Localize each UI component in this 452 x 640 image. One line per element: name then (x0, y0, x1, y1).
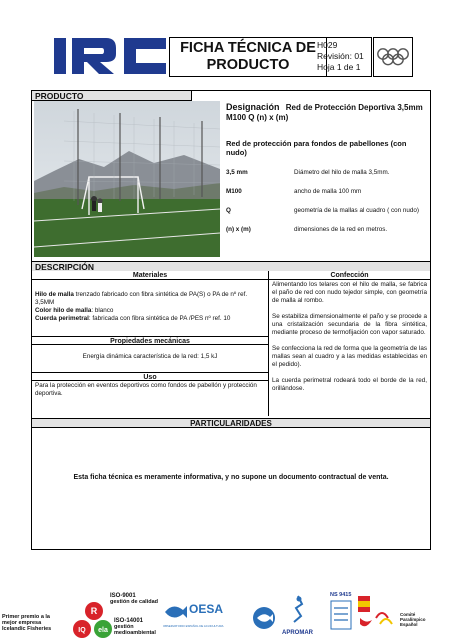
document-page: Hoja 1 de 1 (317, 62, 361, 72)
ns-badge-icon (330, 600, 352, 630)
comite-line: Paralímpico (400, 617, 426, 622)
premio-line: Primer premio a la (2, 614, 50, 620)
svg-text:R: R (90, 606, 98, 616)
apromar-label: APROMAR (282, 630, 313, 636)
premio-line: Icelandic Fisheries (2, 626, 52, 632)
confeccion-paragraph: Se confecciona la red de forma que la geometría de las mallas sean al cuadro y a las medidas establecidas en el pedido). (272, 345, 427, 368)
propiedades-heading: Propiedades mecánicas (32, 336, 268, 345)
propiedades-text: Energía dinámica característica de la red: 1,5 kJ (82, 353, 218, 360)
spec-key: (n) x (m) (226, 226, 251, 233)
materiales-heading: Materiales (32, 271, 268, 280)
product-photo (34, 101, 220, 257)
title-line-1: FICHA TÉCNICA DE (180, 40, 316, 56)
spec-row (226, 188, 428, 195)
olympic-rings-icon (373, 37, 413, 77)
materiales-column (32, 271, 269, 416)
title-line-2: PRODUCTO (206, 57, 290, 73)
ns-label: NS 9415 (330, 592, 352, 598)
color-label: Color hilo de malla (35, 307, 92, 314)
spec-value: ancho de malla 100 mm (294, 188, 362, 195)
comite-line: Español (400, 622, 418, 627)
spec-key: 3,5 mm (226, 169, 248, 176)
certifications-footer (0, 590, 452, 640)
spec-row (226, 226, 428, 233)
section-producto-heading: PRODUCTO (32, 91, 192, 101)
spec-row (226, 169, 428, 176)
svg-text:ela: ela (98, 627, 108, 634)
product-sheet (31, 90, 431, 550)
iso14001-sub: gestión (114, 624, 134, 630)
fish-icon (163, 602, 187, 622)
document-revision: Revisión: 01 (317, 51, 364, 61)
confeccion-text (272, 281, 427, 393)
oesa-label: OESA (189, 602, 224, 616)
disclaimer-text: Esta ficha técnica es meramente informativa, y no supone un documento contractual de venta. (73, 474, 389, 481)
section-particularidades-heading: PARTICULARIDADES (32, 418, 430, 428)
iso14001-text (114, 618, 156, 636)
svg-text:IQ: IQ (78, 627, 86, 634)
confeccion-heading: Confección (269, 271, 430, 280)
document-title (169, 37, 327, 77)
section-descripcion-heading: DESCRIPCIÓN (32, 261, 430, 271)
iso14001-label: ISO-14001 (114, 618, 144, 624)
designation-label: Designación (226, 102, 280, 112)
iso9001-text (110, 593, 158, 605)
comite-line: Comité (400, 612, 416, 617)
hilo-label: Hilo de malla (35, 291, 74, 298)
product-designation (226, 102, 428, 123)
premio-line: mejor empresa (2, 620, 42, 626)
uso-text: Para la protección en eventos deportivos como fondos de pabellón y protección deportiva. (35, 382, 257, 397)
cuerda-label: Cuerda perimetral (35, 315, 89, 322)
color-text: : blanco (91, 307, 114, 314)
uso-heading: Uso (32, 372, 268, 381)
confeccion-column (269, 271, 430, 416)
spec-row (226, 207, 428, 214)
materiales-text (35, 291, 266, 323)
round-fish-logo-icon (252, 606, 276, 630)
document-code: H029 (317, 40, 338, 50)
document-meta (314, 37, 372, 77)
premio-text (2, 614, 51, 632)
confeccion-paragraph: La cuerda perimetral rodeará todo el borde de la red, orillándose. (272, 377, 427, 392)
irc-logo (54, 34, 168, 78)
apromar-figure-icon (285, 594, 311, 624)
cuerda-text: : fabricada con fibra sintética de PA /PES nº ref. 10 (88, 315, 231, 322)
comite-text (400, 612, 426, 627)
hilo-text: trenzado fabricado con fibra sintética de PA(S) o PA de nº ref. 3,5MM (35, 291, 248, 306)
spec-value: dimensiones de la red en metros. (294, 226, 388, 233)
spec-value: Diámetro del hilo de malla 3,5mm. (294, 169, 390, 176)
designation-value: Red de Protección Deportiva 3,5mm M100 Q (n) x (m) (226, 103, 423, 122)
document-header (32, 34, 413, 78)
iso9001-label: ISO-9001 (110, 593, 136, 599)
product-subtitle: Red de protección para fondos de pabellones (con nudo) (226, 139, 407, 157)
iso14001-sub: medioambiental (114, 630, 156, 636)
confeccion-paragraph: Alimentando los telares con el hilo de malla, se fabrica el paño de red con nudo tejedor simple, con geometría de malla al rombo. (272, 281, 427, 304)
oesa-sub: OBSERVATORIO ESPAÑOL DE ACUICULTURA (163, 624, 224, 628)
spec-key: M100 (226, 188, 242, 195)
product-info (226, 101, 428, 233)
spain-badges-icon (356, 594, 398, 634)
spec-value: geometría de la mallas al cuadro ( con nudo) (294, 207, 419, 214)
iso-badges-icon (68, 600, 116, 640)
confeccion-paragraph: Se estabiliza dimensionalmente el paño y se procede a una cristalización secundaria de la fibra sintética, mediante proceso de termofijación con vapor saturado. (272, 313, 427, 336)
spec-key: Q (226, 207, 231, 214)
iso9001-sub: gestión de calidad (110, 599, 158, 605)
